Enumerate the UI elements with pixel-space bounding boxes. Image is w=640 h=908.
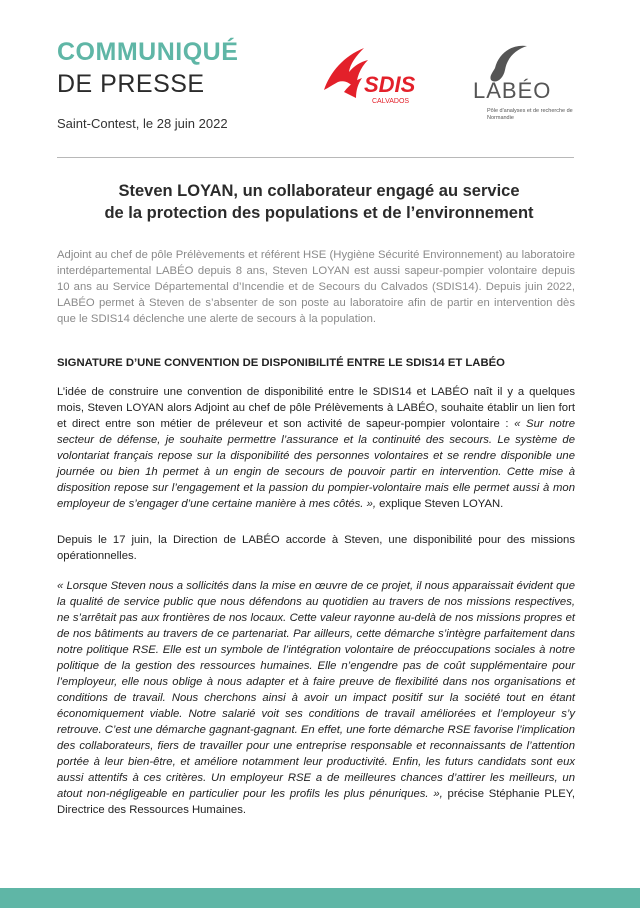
sdis-flame-icon bbox=[324, 48, 368, 90]
headline-line2: de la protection des populations et de l’environnement bbox=[104, 204, 534, 222]
header-divider bbox=[57, 157, 574, 158]
sdis-logo-name: SDIS bbox=[364, 72, 416, 97]
labeo-logo-sub: Pôle d'analyses et de recherche de Normandie bbox=[487, 108, 573, 121]
paragraph-3-attribution: précise Stéphanie PLEY, Directrice des Ressources Humaines. bbox=[57, 788, 575, 816]
intro-paragraph: Adjoint au chef de pôle Prélèvements et référent HSE (Hygiène Sécurité Environnement) au laboratoire interdépartemental LABÉO depuis 8 ans, Steven LOYAN est aussi sapeur-pompier volontaire depuis 10 ans au Service Départemental d’Incendie et de Secours du Calvados (SDIS14). Depuis juin 2022, LABÉO permet à Steven de s’absenter de son poste au laboratoire afin de partir en intervention dès que le SDIS14 déclenche une alerte de secours à la population. bbox=[57, 249, 575, 325]
press-release-title: COMMUNIQUÉ bbox=[57, 38, 239, 66]
sdis-logo bbox=[316, 42, 434, 108]
sdis-logo-sub: CALVADOS bbox=[372, 98, 410, 105]
paragraph-1-text: L’idée de construire une convention de disponibilité entre le SDIS14 et LABÉO naît il y a quelques mois, Steven LOYAN alors Adjoint au chef de pôle Prélèvements à LABÉO, souhaite établir un lien fort et direct entre son métier de préleveur et son activité de sapeur-pompier volontaire : bbox=[57, 386, 575, 430]
paragraph-3 bbox=[57, 578, 575, 818]
footer-bar bbox=[0, 888, 640, 908]
paragraph-1-quote: « Sur notre secteur de défense, je souhaite permettre l’assurance et la continuité des secours. Le système de volontariat français repose sur la disponibilité des personnes volontaires et se rendre disponible une journée ou bien 1h permet à un engin de secours de pouvoir partir en intervention. Cette mise à disposition repose sur l’engagement et la passion du pompier-volontaire mais elle permet aussi à mon employeur de s’engager d’une certaine manière à mes côtés. », bbox=[57, 418, 575, 510]
section-heading: SIGNATURE D’UNE CONVENTION DE DISPONIBILITÉ ENTRE LE SDIS14 ET LABÉO bbox=[57, 357, 505, 369]
headline bbox=[57, 180, 581, 224]
labeo-logo-name: LABÉO bbox=[473, 78, 552, 103]
paragraph-3-quote: « Lorsque Steven nous a sollicités dans la mise en œuvre de ce projet, il nous apparaissait évident que la qualité de service public que nous défendons au quotidien au travers de nos missions respectives, ne s’arrêtait pas aux frontières de nos locaux. Cette valeur rayonne au-delà de nos missions propres et de nos bâtiments au travers de ce partenariat. Par ailleurs, cette démarche s’intègre parfaitement dans notre politique RSE. Elle est un symbole de l’intégration volontaire de préoccupations sociales à notre politique de la gestion des ressources humaines. Elle n’engendre pas de coût supplémentaire pour l’employeur, elle nous oblige à nous adapter et à faire preuve de flexibilité dans nos organisations et conditions de travail. Nous cherchons ainsi à avoir un impact positif sur la société tout en étant économiquement viable. Notre salarié voit ses conditions de travail améliorées et l’employeur s’y retrouve. C’est une démarche gagnant-gagnant. En effet, une forte démarche RSE favorise l’implication des collaborateurs, fiers de travailler pour une entreprise responsable et reconnaissants de l’attention portée à leur bien-être, et améliore notamment leur productivité. Enfin, les futurs candidats sont eux aussi attentifs à ces critères. Un employeur RSE a de meilleures chances d’attirer les meilleurs, un atout non-négligeable en particulier pour les profils les plus pénuriques. », bbox=[57, 580, 575, 800]
paragraph-1 bbox=[57, 384, 575, 512]
paragraph-1-attribution: explique Steven LOYAN. bbox=[376, 498, 504, 510]
press-release-subtitle: DE PRESSE bbox=[57, 70, 205, 98]
paragraph-2: Depuis le 17 juin, la Direction de LABÉO accorde à Steven, une disponibilité pour des missions opérationnelles. bbox=[57, 534, 575, 562]
release-date: Saint-Contest, le 28 juin 2022 bbox=[57, 116, 228, 131]
headline-line1: Steven LOYAN, un collaborateur engagé au service bbox=[118, 182, 520, 200]
